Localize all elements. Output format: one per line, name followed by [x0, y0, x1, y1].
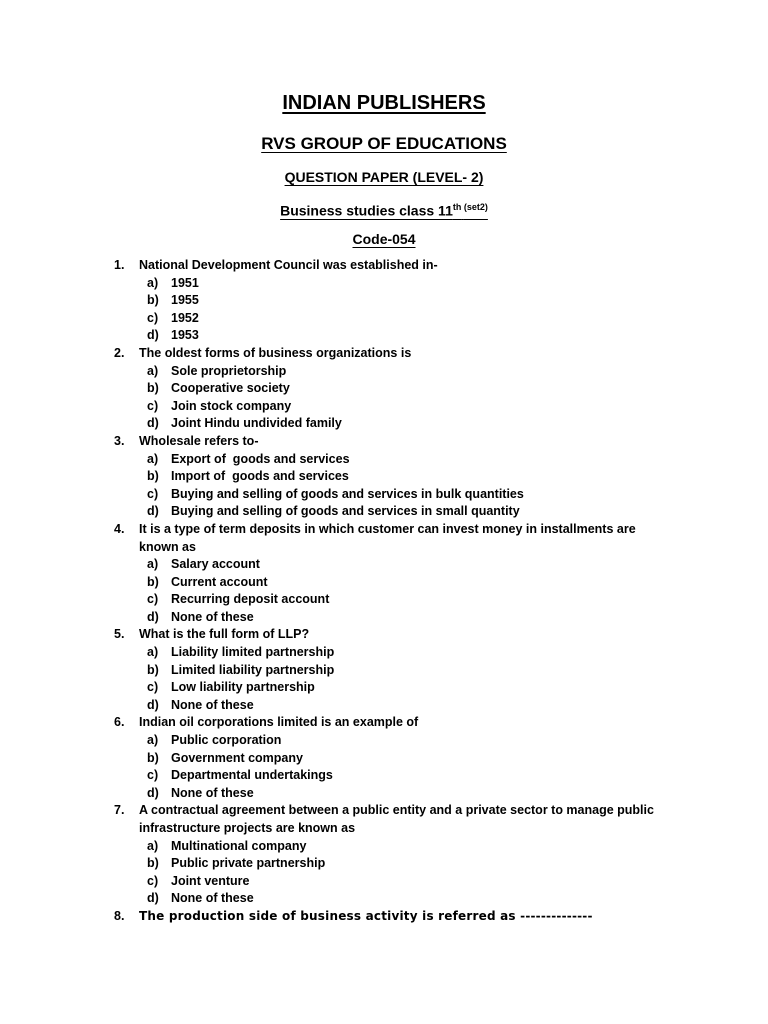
document-header [0, 88, 768, 252]
option-item [139, 785, 678, 803]
organization-title: RVS GROUP OF EDUCATIONS [261, 134, 507, 153]
option-letter: d) [147, 697, 159, 712]
option-letter: c) [147, 398, 159, 413]
option-item [139, 363, 678, 381]
option-text: 1955 [171, 293, 199, 308]
question-item [0, 908, 768, 926]
option-letter: b) [147, 381, 159, 396]
subject-sup-set: (set2) [463, 202, 488, 212]
question-number: 7. [114, 803, 125, 818]
publisher-title: INDIAN PUBLISHERS [282, 92, 486, 114]
question-item [0, 345, 768, 433]
option-letter: b) [147, 469, 159, 484]
option-text: Cooperative society [171, 381, 290, 396]
option-item [139, 574, 678, 592]
option-letter: a) [147, 838, 159, 853]
option-text: Public corporation [171, 733, 282, 748]
paper-code: Code-054 [352, 231, 416, 247]
question-number: 4. [114, 521, 125, 536]
question-text: Wholesale refers to- [139, 433, 259, 448]
option-text: Joint venture [171, 873, 250, 888]
option-text: Buying and selling of goods and services in bulk quantities [171, 486, 524, 501]
option-item [139, 750, 678, 768]
question-list [0, 257, 768, 926]
option-list [139, 644, 678, 714]
option-text: Departmental undertakings [171, 768, 333, 783]
option-item [139, 380, 678, 398]
option-text: Public private partnership [171, 856, 326, 871]
option-text: Import of goods and services [171, 469, 349, 484]
option-text: Current account [171, 574, 268, 589]
question-item [0, 433, 768, 521]
option-letter: a) [147, 363, 159, 378]
option-letter: d) [147, 416, 159, 431]
option-item [139, 644, 678, 662]
option-item [139, 451, 678, 469]
option-letter: d) [147, 328, 159, 343]
option-text: Government company [171, 750, 303, 765]
option-letter: c) [147, 486, 159, 501]
option-letter: d) [147, 891, 159, 906]
subject-text: Business studies class 11 [280, 202, 453, 219]
option-item [139, 873, 678, 891]
option-text: Join stock company [171, 398, 292, 413]
question-text: Indian oil corporations limited is an example of [139, 715, 419, 730]
option-text: Multinational company [171, 838, 307, 853]
option-text: Sole proprietorship [171, 363, 287, 378]
option-letter: a) [147, 557, 159, 572]
option-letter: b) [147, 750, 159, 765]
option-text: None of these [171, 609, 254, 624]
option-list [139, 363, 678, 433]
option-item [139, 591, 678, 609]
option-letter: a) [147, 733, 159, 748]
option-text: 1953 [171, 328, 199, 343]
option-text: Recurring deposit account [171, 592, 330, 607]
option-item [139, 327, 678, 345]
option-letter: c) [147, 310, 159, 325]
question-text: The oldest forms of business organizations is [139, 345, 412, 360]
option-list [139, 451, 678, 521]
option-letter: c) [147, 680, 159, 695]
option-item [139, 767, 678, 785]
question-item [0, 802, 768, 908]
question-number: 3. [114, 433, 125, 448]
option-text: None of these [171, 785, 254, 800]
question-text: It is a type of term deposits in which customer can invest money in installments are known as [139, 521, 636, 554]
option-text: None of these [171, 697, 254, 712]
question-text: National Development Council was established in- [139, 258, 438, 272]
option-item [139, 398, 678, 416]
question-number: 2. [114, 345, 125, 360]
option-text: Low liability partnership [171, 680, 315, 695]
option-item [139, 838, 678, 856]
option-text: None of these [171, 891, 254, 906]
option-item [139, 415, 678, 433]
option-text: Limited liability partnership [171, 662, 335, 677]
option-letter: c) [147, 873, 159, 888]
option-letter: a) [147, 645, 159, 660]
option-item [139, 662, 678, 680]
question-text: The production side of business activity is referred as -------------- [139, 908, 593, 923]
option-letter: d) [147, 609, 159, 624]
option-text: 1951 [171, 275, 199, 290]
option-list [139, 732, 678, 802]
paper-title: QUESTION PAPER (LEVEL- 2) [284, 169, 484, 185]
option-list [139, 275, 678, 345]
option-item [139, 890, 678, 908]
question-number: 1. [114, 258, 125, 272]
option-item [139, 556, 678, 574]
option-item [139, 486, 678, 504]
question-number: 8. [114, 908, 125, 923]
question-number: 5. [114, 627, 125, 642]
option-letter: a) [147, 275, 159, 290]
option-text: Joint Hindu undivided family [171, 416, 342, 431]
option-item [139, 310, 678, 328]
option-text: Buying and selling of goods and services in small quantity [171, 504, 520, 519]
question-item [0, 521, 768, 627]
question-text: What is the full form of LLP? [139, 627, 310, 642]
option-letter: b) [147, 856, 159, 871]
option-letter: d) [147, 504, 159, 519]
option-list [139, 838, 678, 908]
option-letter: a) [147, 451, 159, 466]
option-list [139, 556, 678, 626]
option-item [139, 697, 678, 715]
question-item [0, 714, 768, 802]
subject-sup-th: th [452, 202, 462, 212]
question-item [0, 257, 768, 345]
option-item [139, 468, 678, 486]
option-text: Export of goods and services [171, 451, 350, 466]
option-item [139, 679, 678, 697]
option-letter: b) [147, 293, 159, 308]
subject-title [0, 196, 768, 228]
option-letter: c) [147, 768, 159, 783]
option-text: 1952 [171, 310, 199, 325]
option-item [139, 732, 678, 750]
option-item [139, 275, 678, 293]
option-letter: c) [147, 592, 159, 607]
question-item [0, 626, 768, 714]
question-text: A contractual agreement between a public entity and a private sector to manage public infrastructure projects are known as [139, 803, 654, 835]
option-letter: b) [147, 662, 159, 677]
option-item [139, 503, 678, 521]
option-item [139, 855, 678, 873]
option-text: Salary account [171, 557, 260, 572]
option-item [139, 292, 678, 310]
option-letter: b) [147, 574, 159, 589]
question-number: 6. [114, 715, 125, 730]
option-item [139, 609, 678, 627]
option-letter: d) [147, 785, 159, 800]
option-text: Liability limited partnership [171, 645, 335, 660]
